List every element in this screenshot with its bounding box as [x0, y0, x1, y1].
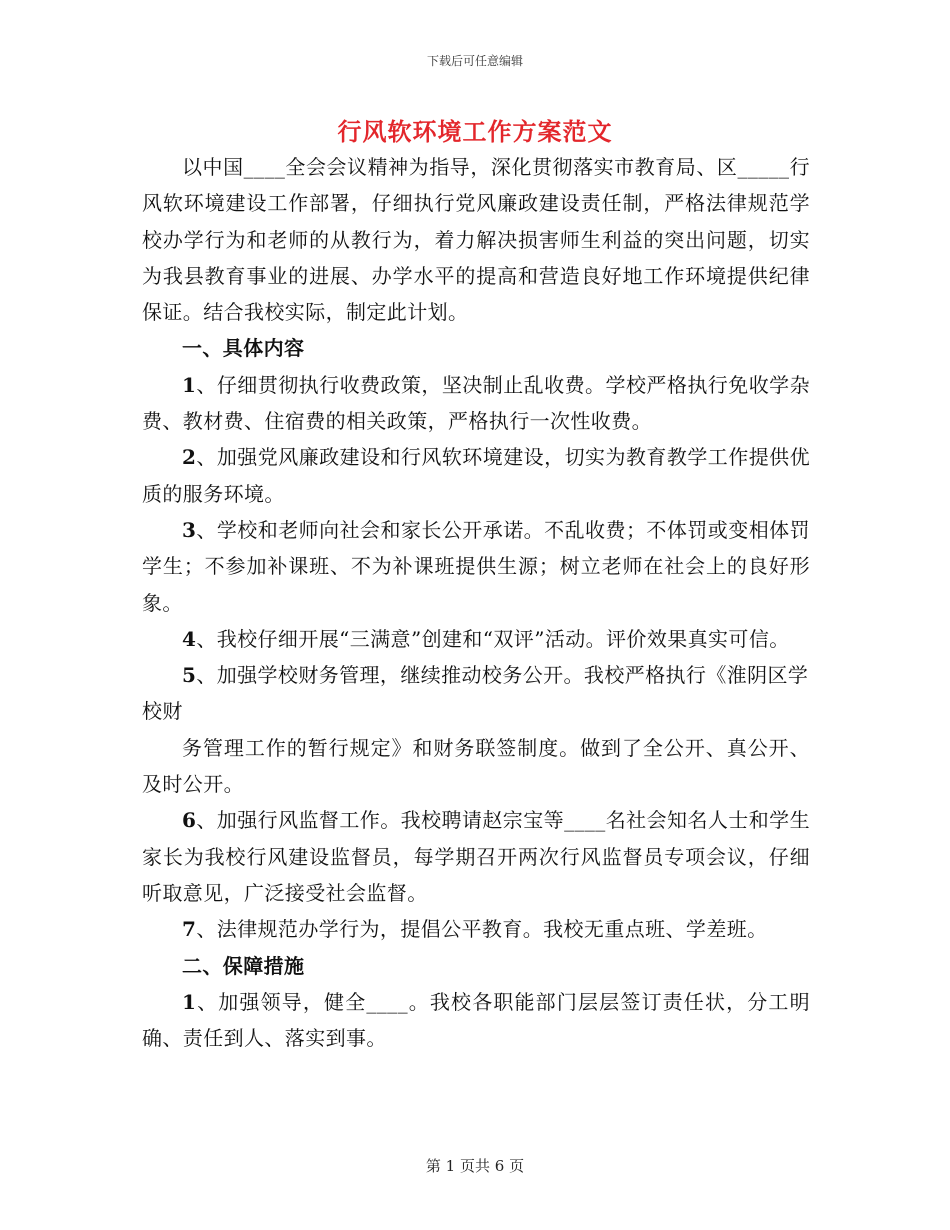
section-heading-content: 一、具体内容: [182, 336, 305, 361]
item-text: 、我校仔细开展“三满意”创建和“双评”活动。评价效果真实可信。: [196, 626, 790, 651]
item-text: 务管理工作的暂行规定》和财务联签制度。做到了全公开、真公开、及时公开。: [142, 735, 810, 797]
document-body: [142, 149, 810, 1056]
content-item-1: [142, 367, 810, 440]
item-text: 、加强学校财务管理，继续推动校务公开。我校严格执行《淮阴区学校财: [142, 663, 809, 724]
item-text: 、加强党风廉政建设和行风软环境建设，切实为教育教学工作提供优质的服务环境。: [142, 445, 810, 506]
item-number: 5: [182, 663, 197, 688]
section-heading-measures: 二、保障措施: [182, 953, 305, 978]
content-item-5: [142, 657, 810, 730]
item-number: 1: [182, 372, 197, 397]
measure-item-1: [142, 984, 810, 1057]
item-number: 4: [182, 626, 197, 651]
item-number: 1: [182, 989, 197, 1014]
content-item-5-continued: [142, 730, 810, 803]
item-text: 、仔细贯彻执行收费政策，坚决制止乱收费。学校严格执行免收学杂费、教材费、住宿费的相关政策，严格执行一次性收费。: [142, 372, 810, 434]
item-text: 、加强领导，健全____。我校各职能部门层层签订责任状，分工明确、责任到人、落实到事。: [142, 989, 810, 1051]
intro-paragraph: 以中国____全会会议精神为指导，深化贯彻落实市教育局、区_____行风软环境建设工作部署，仔细执行党风廉政建设责任制，严格法律规范学校办学行为和老师的从教行为，着力解决损害师生利益的突出问题，切实为我县教育事业的进展、办学水平的提高和营造良好地工作环境提供纪律保证。结合我校实际，制定此计划。: [142, 155, 810, 325]
item-text: 、法律规范办学行为，提倡公平教育。我校无重点班、学差班。: [196, 917, 768, 942]
item-number: 3: [182, 517, 197, 542]
content-item-3: [142, 512, 810, 621]
content-item-7: [142, 911, 810, 947]
content-item-6: [142, 802, 810, 911]
content-item-4: [142, 621, 810, 657]
item-text: 、加强行风监督工作。我校聘请赵宗宝等____名社会知名人士和学生家长为我校行风建设监督员，每学期召开两次行风监督员专项会议，仔细听取意见，广泛接受社会监督。: [142, 808, 810, 905]
item-number: 7: [182, 917, 197, 942]
page-header-note: 下载后可任意编辑: [426, 54, 523, 68]
item-number: 6: [182, 808, 197, 833]
document-title: 行风软环境工作方案范文: [337, 117, 613, 146]
page-footer-number: 第 1 页共 6 页: [425, 1157, 525, 1175]
item-number: 2: [182, 445, 197, 470]
item-text: 、学校和老师向社会和家长公开承诺。不乱收费；不体罚或变相体罚学生；不参加补课班、不为补课班提供生源；树立老师在社会上的良好形象。: [142, 517, 810, 615]
content-item-2: [142, 439, 810, 512]
